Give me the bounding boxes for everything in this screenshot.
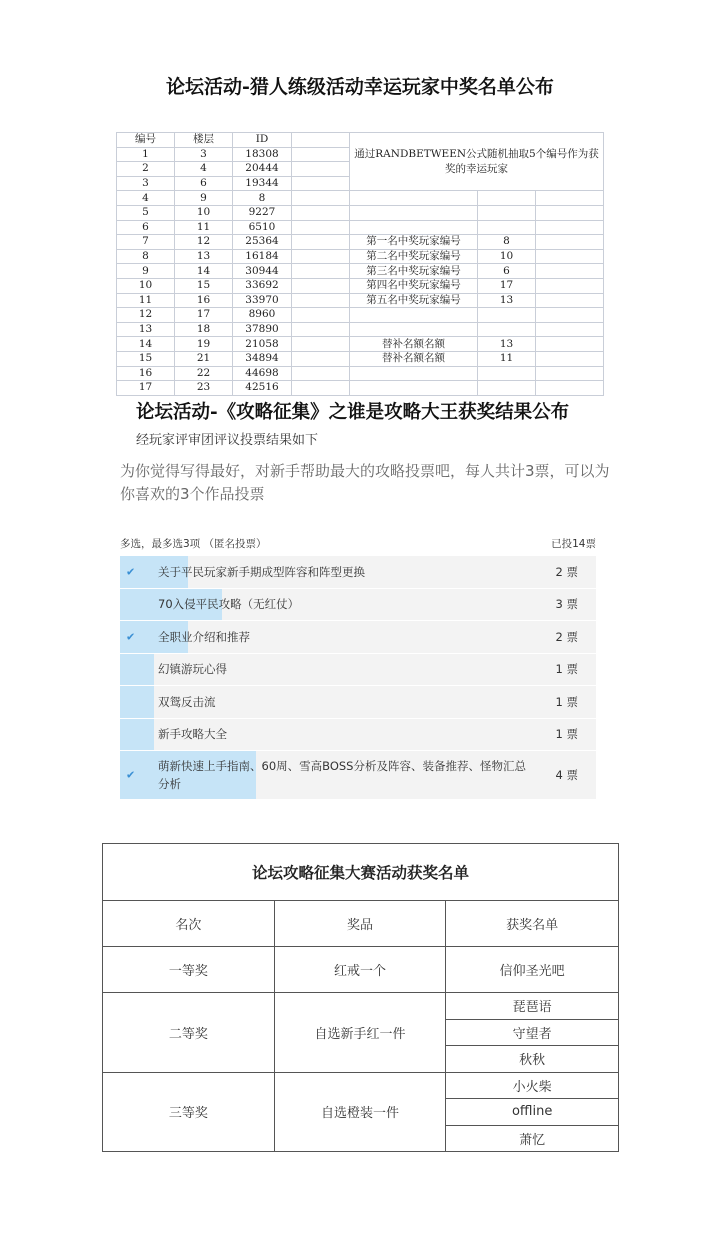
- winner-number: 10: [478, 249, 536, 264]
- sheet-cell: 6: [175, 176, 233, 191]
- sheet-cell: 17: [117, 381, 175, 396]
- sheet-cell: [350, 308, 478, 323]
- poll-option-label: 全职业介绍和推荐: [158, 629, 250, 644]
- sheet-cell: [292, 220, 350, 235]
- sheet-row: [117, 278, 604, 293]
- sheet-cell: [536, 366, 604, 381]
- sheet-cell: [350, 366, 478, 381]
- poll-option[interactable]: [120, 686, 596, 719]
- sheet-cell: 15: [175, 278, 233, 293]
- winner-number: 6: [478, 264, 536, 279]
- poll-option[interactable]: [120, 751, 596, 800]
- sheet-cell: [536, 308, 604, 323]
- sheet-row: [117, 381, 604, 396]
- sheet-cell: 20444: [233, 162, 292, 177]
- sheet-cell: 10: [175, 205, 233, 220]
- sheet-cell: [350, 381, 478, 396]
- sheet-cell: 16184: [233, 249, 292, 264]
- sheet-header-cell: ID: [233, 133, 292, 148]
- sheet-cell: 33692: [233, 278, 292, 293]
- sheet-cell: [292, 249, 350, 264]
- sheet-row: [117, 220, 604, 235]
- sheet-cell: 30944: [233, 264, 292, 279]
- winner-number: 13: [478, 337, 536, 352]
- sheet-cell: [478, 220, 536, 235]
- sheet-row: [117, 308, 604, 323]
- sheet-cell: [536, 278, 604, 293]
- sheet-cell: 23: [175, 381, 233, 396]
- sheet-cell: [292, 205, 350, 220]
- check-icon: ✔: [126, 565, 136, 579]
- lucky-draw-title: 论坛活动-猎人练级活动幸运玩家中奖名单公布: [166, 76, 554, 98]
- poll-option-votes: 2 票: [555, 564, 578, 579]
- sheet-cell: 7: [117, 235, 175, 250]
- sheet-row: [117, 351, 604, 366]
- sheet-cell: [292, 264, 350, 279]
- second-rank: 二等奖: [103, 993, 275, 1073]
- check-icon: ✔: [126, 630, 136, 644]
- poll-vote-bar: [120, 686, 154, 718]
- second-prize: 自选新手红一件: [274, 993, 446, 1073]
- check-icon: ✔: [126, 768, 136, 782]
- sheet-cell: 13: [117, 322, 175, 337]
- column-rank: 名次: [103, 901, 275, 947]
- sheet-cell: [536, 381, 604, 396]
- strategy-contest-subtitle: 经玩家评审团评议投票结果如下: [136, 433, 319, 448]
- sheet-header-row: [117, 133, 604, 148]
- poll-vote-bar: [120, 654, 154, 686]
- second-winner: 秋秋: [446, 1046, 619, 1073]
- sheet-cell: [350, 220, 478, 235]
- sheet-cell: 14: [175, 264, 233, 279]
- sheet-cell: [292, 322, 350, 337]
- poll-option[interactable]: [120, 621, 596, 654]
- sheet-cell: 33970: [233, 293, 292, 308]
- sheet-cell: [292, 366, 350, 381]
- sheet-cell: 37890: [233, 322, 292, 337]
- sheet-cell: 5: [117, 205, 175, 220]
- poll-option-votes: 1 票: [555, 662, 578, 677]
- winner-label: 第四名中奖玩家编号: [350, 278, 478, 293]
- winner-label: 第一名中奖玩家编号: [350, 235, 478, 250]
- sheet-cell: 21058: [233, 337, 292, 352]
- sheet-cell: 34894: [233, 351, 292, 366]
- sheet-cell: 8: [117, 249, 175, 264]
- sheet-cell: 12: [117, 308, 175, 323]
- sheet-cell: [536, 293, 604, 308]
- poll-options: [120, 556, 596, 800]
- sheet-cell: [536, 235, 604, 250]
- sheet-cell: [478, 191, 536, 206]
- winner-label: 第三名中奖玩家编号: [350, 264, 478, 279]
- sheet-cell: [350, 322, 478, 337]
- sheet-cell: [292, 133, 350, 148]
- sheet-cell: 1: [117, 147, 175, 162]
- sheet-cell: 16: [117, 366, 175, 381]
- awards-table: [102, 843, 619, 1152]
- poll-vote-bar: [120, 719, 154, 751]
- sheet-cell: 6510: [233, 220, 292, 235]
- poll-meta: [120, 536, 596, 551]
- sheet-cell: 4: [175, 162, 233, 177]
- sheet-cell: [536, 205, 604, 220]
- sheet-cell: [536, 249, 604, 264]
- lucky-draw-spreadsheet: [116, 132, 604, 396]
- winner-label: 第五名中奖玩家编号: [350, 293, 478, 308]
- sheet-cell: [350, 205, 478, 220]
- sheet-cell: [292, 278, 350, 293]
- poll-mode: 多选，最多选3项 （匿名投票）: [120, 538, 267, 550]
- sheet-cell: [292, 381, 350, 396]
- sheet-cell: 2: [117, 162, 175, 177]
- sheet-cell: [536, 322, 604, 337]
- third-prize: 自选橙装一件: [274, 1072, 446, 1152]
- sheet-row: [117, 235, 604, 250]
- sheet-cell: 8960: [233, 308, 292, 323]
- column-prize: 奖品: [274, 901, 446, 947]
- sheet-row: [117, 337, 604, 352]
- sheet-cell: 4: [117, 191, 175, 206]
- sheet-row: [117, 191, 604, 206]
- sheet-cell: 17: [175, 308, 233, 323]
- sheet-header-cell: 楼层: [175, 133, 233, 148]
- third-winner: 萧忆: [446, 1125, 619, 1152]
- sheet-cell: 19344: [233, 176, 292, 191]
- sheet-cell: [292, 176, 350, 191]
- poll-option[interactable]: [120, 654, 596, 687]
- strategy-contest-title: 论坛活动-《攻略征集》之谁是攻略大王获奖结果公布: [136, 402, 570, 423]
- sheet-cell: [536, 337, 604, 352]
- poll-option[interactable]: [120, 589, 596, 622]
- second-winner: 琵琶语: [446, 993, 619, 1020]
- sheet-cell: [292, 293, 350, 308]
- poll-option-label: 萌新快速上手指南、60周、雪高BOSS分析及阵容、装备推荐、怪物汇总分析: [158, 759, 526, 791]
- awards-title: 论坛攻略征集大赛活动获奖名单: [103, 844, 619, 901]
- sheet-cell: [478, 205, 536, 220]
- poll-total: 已投14票: [551, 538, 596, 550]
- sheet-cell: 3: [117, 176, 175, 191]
- sheet-cell: 12: [175, 235, 233, 250]
- sheet-cell: 9: [175, 191, 233, 206]
- column-winners: 获奖名单: [446, 901, 619, 947]
- sheet-cell: 14: [117, 337, 175, 352]
- sheet-cell: [292, 235, 350, 250]
- poll-option-votes: 1 票: [555, 727, 578, 742]
- sheet-cell: [292, 308, 350, 323]
- sheet-cell: 13: [175, 249, 233, 264]
- first-rank: 一等奖: [103, 947, 275, 993]
- sheet-row: [117, 205, 604, 220]
- sheet-cell: [478, 381, 536, 396]
- poll-option-votes: 2 票: [555, 629, 578, 644]
- sheet-cell: [478, 366, 536, 381]
- sheet-cell: 11: [117, 293, 175, 308]
- first-prize: 红戒一个: [274, 947, 446, 993]
- sheet-cell: 6: [117, 220, 175, 235]
- poll-option-label: 幻镇游玩心得: [158, 662, 227, 677]
- third-rank: 三等奖: [103, 1072, 275, 1152]
- sheet-cell: [536, 191, 604, 206]
- sheet-cell: 9227: [233, 205, 292, 220]
- winner-label: 替补名额名额: [350, 351, 478, 366]
- sheet-cell: [292, 351, 350, 366]
- winner-number: 11: [478, 351, 536, 366]
- winner-label: 替补名额名额: [350, 337, 478, 352]
- sheet-row: [117, 322, 604, 337]
- first-winner: 信仰圣光吧: [446, 947, 619, 993]
- sheet-cell: 21: [175, 351, 233, 366]
- sheet-cell: 18: [175, 322, 233, 337]
- draw-method-note: 通过RANDBETWEEN公式随机抽取5个编号作为获奖的幸运玩家: [350, 133, 604, 191]
- sheet-cell: [350, 191, 478, 206]
- sheet-cell: [536, 220, 604, 235]
- sheet-cell: 11: [175, 220, 233, 235]
- sheet-cell: 18308: [233, 147, 292, 162]
- sheet-header-cell: 编号: [117, 133, 175, 148]
- poll-option-votes: 1 票: [555, 694, 578, 709]
- poll-option-label: 70入侵平民攻略（无红仗）: [158, 597, 300, 612]
- third-winner: 小火柴: [446, 1072, 619, 1099]
- sheet-cell: 16: [175, 293, 233, 308]
- sheet-cell: 8: [233, 191, 292, 206]
- poll-option-label: 新手攻略大全: [158, 727, 227, 742]
- winner-number: 17: [478, 278, 536, 293]
- sheet-row: [117, 293, 604, 308]
- sheet-row: [117, 366, 604, 381]
- sheet-cell: 10: [117, 278, 175, 293]
- third-winner: offline: [446, 1099, 619, 1126]
- poll-option-votes: 3 票: [555, 597, 578, 612]
- sheet-cell: [292, 191, 350, 206]
- sheet-cell: 44698: [233, 366, 292, 381]
- sheet-cell: [478, 308, 536, 323]
- sheet-cell: 19: [175, 337, 233, 352]
- sheet-cell: 3: [175, 147, 233, 162]
- sheet-cell: 25364: [233, 235, 292, 250]
- winner-label: 第二名中奖玩家编号: [350, 249, 478, 264]
- sheet-row: [117, 264, 604, 279]
- poll-option[interactable]: [120, 719, 596, 752]
- sheet-cell: [292, 162, 350, 177]
- sheet-cell: 22: [175, 366, 233, 381]
- poll-option[interactable]: [120, 556, 596, 589]
- sheet-cell: 15: [117, 351, 175, 366]
- sheet-cell: [292, 147, 350, 162]
- winner-number: 8: [478, 235, 536, 250]
- sheet-cell: [536, 351, 604, 366]
- sheet-cell: 42516: [233, 381, 292, 396]
- sheet-row: [117, 249, 604, 264]
- poll-option-label: 双鸳反击流: [158, 694, 216, 709]
- winner-number: 13: [478, 293, 536, 308]
- sheet-cell: [536, 264, 604, 279]
- sheet-cell: [478, 322, 536, 337]
- sheet-cell: [292, 337, 350, 352]
- poll-option-votes: 4 票: [555, 768, 578, 782]
- second-winner: 守望者: [446, 1019, 619, 1046]
- poll-option-label: 关于平民玩家新手期成型阵容和阵型更换: [158, 564, 365, 579]
- sheet-cell: 9: [117, 264, 175, 279]
- poll-question: 为你觉得写得最好，对新手帮助最大的攻略投票吧，每人共计3票，可以为你喜欢的3个作品投票: [120, 462, 610, 503]
